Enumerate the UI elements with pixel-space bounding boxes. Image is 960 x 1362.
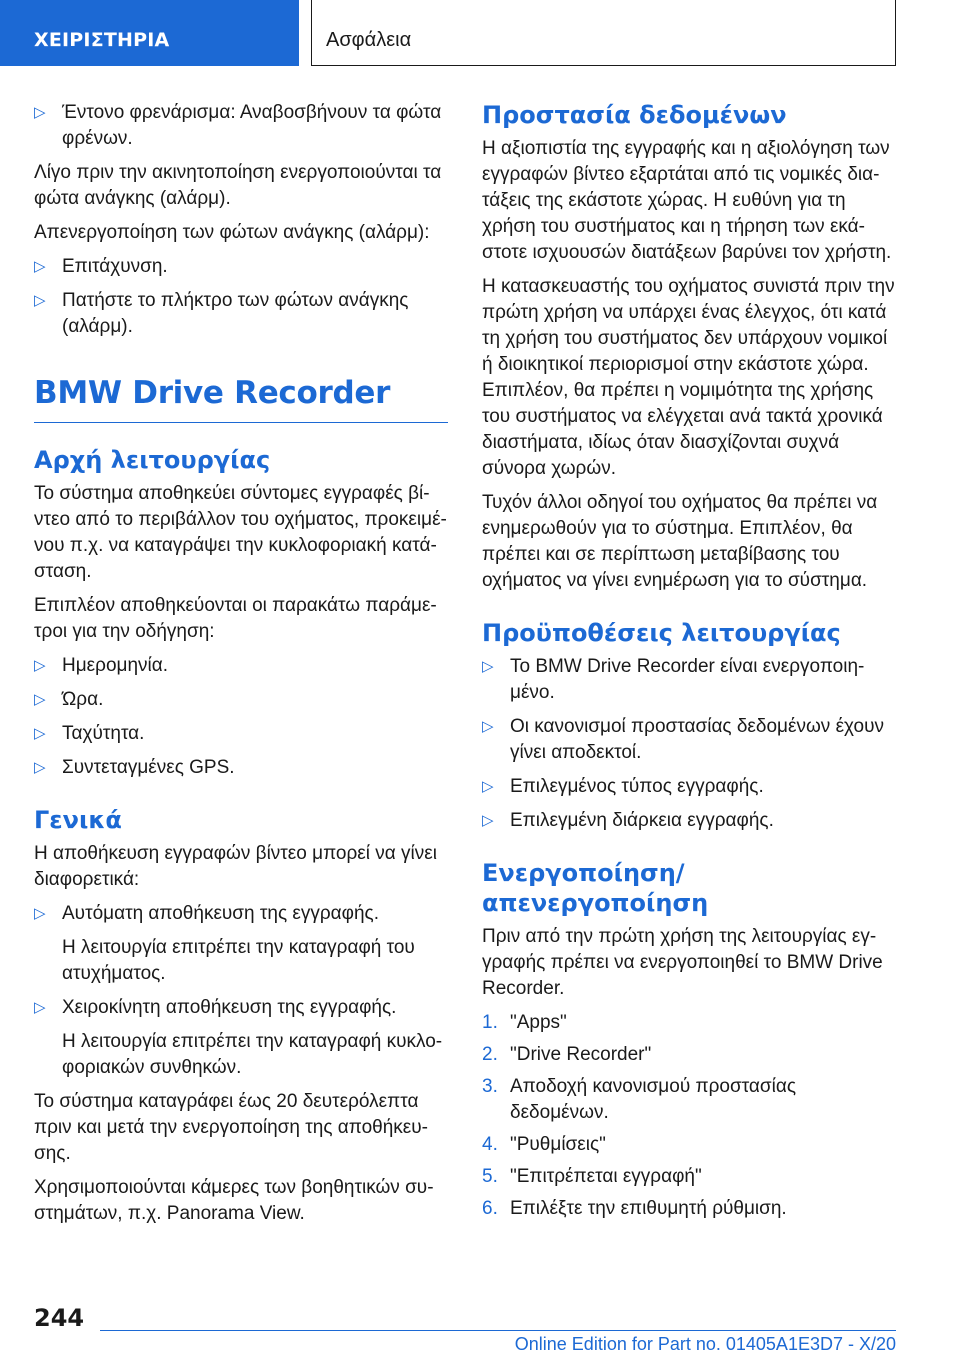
paragraph: Η αποθήκευση εγγραφών βίντεο μπορεί να γίνει διαφορετικά:	[34, 843, 437, 890]
chapter-tab: ΧΕΙΡΙΣΤΗΡΙΑ	[0, 0, 299, 66]
triangle-right-icon: ▷	[34, 759, 46, 776]
triangle-right-icon: ▷	[34, 691, 46, 708]
triangle-right-icon: ▷	[34, 905, 46, 922]
triangle-right-icon: ▷	[34, 657, 46, 674]
list-item: ▷ Πατήστε το πλήκτρο των φώτων ανάγκης (αλάρμ).	[34, 290, 409, 337]
page-number: 244	[34, 1304, 85, 1332]
step-item: 5. "Επιτρέπεται εγγραφή"	[482, 1164, 896, 1190]
step-number: 6.	[482, 1198, 498, 1219]
step-number: 1.	[482, 1012, 498, 1033]
step-number: 5.	[482, 1166, 498, 1187]
step-number: 2.	[482, 1044, 498, 1065]
right-column	[482, 100, 896, 1228]
list-item: ▷ Αυτόματη αποθήκευση της εγγραφής.	[34, 901, 448, 927]
heading-principle: Αρχή λειτουργίας	[34, 446, 271, 474]
main-title: BMW Drive Recorder	[34, 374, 448, 423]
list-item: ▷ Συντεταγμένες GPS.	[34, 755, 448, 781]
step-number: 4.	[482, 1134, 498, 1155]
left-column	[34, 100, 448, 1235]
list-item: ▷ Ταχύτητα.	[34, 721, 448, 747]
footer-edition: Online Edition for Part no. 01405A1E3D7 - X/20	[514, 1334, 896, 1354]
paragraph: Επιπλέον αποθηκεύονται οι παρακάτω παράμετροι για την οδήγηση:	[34, 595, 437, 642]
triangle-right-icon: ▷	[482, 658, 494, 675]
paragraph: Η κατασκευαστής του οχήματος συνιστά πριν την πρώτη χρήση να υπάρχει ένας έλεγχος, ότι κατά τη χρήση του συστήματος δεν υπάρχουν νομικοί ή διοικητικοί περιορισμοί στην εκάστοτε χώρα. Επιπλέον, θα πρέπει η νομιμότητα της χρήσης του συστήματος να ελέγχεται ανά τακτά χρονικά διαστήματα, ιδίως όταν διασχίζονται συχνά σύνορα χωρών.	[482, 276, 895, 479]
step-item: 6. Επιλέξτε την επιθυμητή ρύθμιση.	[482, 1196, 896, 1222]
triangle-right-icon: ▷	[34, 292, 46, 309]
step-item: 2. "Drive Recorder"	[482, 1042, 896, 1068]
step-item: 3. Αποδοχή κανονισμού προστασίας δεδομένων.	[482, 1076, 797, 1123]
sub-paragraph: Η λειτουργία επιτρέπει την καταγραφή του ατυχήματος.	[62, 937, 415, 984]
triangle-right-icon: ▷	[34, 104, 46, 121]
list-item: ▷ Έντονο φρενάρισμα: Αναβοσβήνουν τα φώτα φρένων.	[34, 102, 442, 149]
sub-paragraph: Η λειτουργία επιτρέπει την καταγραφή κυκλοφοριακών συνθηκών.	[62, 1031, 443, 1078]
step-item: 1. "Apps"	[482, 1010, 896, 1036]
step-number: 3.	[482, 1076, 498, 1097]
triangle-right-icon: ▷	[482, 778, 494, 795]
heading-privacy: Προστασία δεδομένων	[482, 101, 787, 129]
list-item: ▷ Ώρα.	[34, 687, 448, 713]
triangle-right-icon: ▷	[482, 812, 494, 829]
heading-activation: Ενεργοποίηση/απενεργοποίηση	[482, 859, 709, 917]
list-item: ▷ Επιτάχυνση.	[34, 254, 448, 280]
paragraph: Πριν από την πρώτη χρήση της λειτουργίας εγγραφής πρέπει να ενεργοποιηθεί το BMW Drive Recorder.	[482, 926, 883, 999]
paragraph: Η αξιοπιστία της εγγραφής και η αξιολόγηση των εγγραφών βίντεο εξαρτάται από τις νομικές διατάξεις της εκάστοτε χώρας. Η ευθύνη για τη χρήση του συστήματος και η τήρηση των εκάστοτε ισχυουσών διατάξεων βαρύνει τον χρήστη.	[482, 138, 892, 263]
paragraph: Λίγο πριν την ακινητοποίηση ενεργοποιούνται τα φώτα ανάγκης (αλάρμ).	[34, 162, 442, 209]
paragraph: Τυχόν άλλοι οδηγοί του οχήματος θα πρέπει να ενημερωθούν για το σύστημα. Επιπλέον, θα πρέπει και σε περίπτωση μεταβίβασης του οχήματος να γίνει ενημέρωση για το σύστημα.	[482, 492, 878, 591]
heading-general: Γενικά	[34, 806, 122, 834]
triangle-right-icon: ▷	[34, 258, 46, 275]
list-item: ▷ Επιλεγμένος τύπος εγγραφής.	[482, 774, 896, 800]
list-item: ▷ Ημερομηνία.	[34, 653, 448, 679]
footer-divider	[100, 1330, 896, 1331]
section-title: Ασφάλεια	[311, 0, 896, 66]
heading-prerequisites: Προϋποθέσεις λειτουργίας	[482, 619, 841, 647]
paragraph: Απενεργοποίηση των φώτων ανάγκης (αλάρμ):	[34, 222, 430, 243]
triangle-right-icon: ▷	[482, 718, 494, 735]
triangle-right-icon: ▷	[34, 725, 46, 742]
paragraph: Χρησιμοποιούνται κάμερες των βοηθητικών συστημάτων, π.χ. Panorama View.	[34, 1177, 434, 1224]
list-item: ▷ Οι κανονισμοί προστασίας δεδομένων έχουν γίνει αποδεκτοί.	[482, 716, 884, 763]
paragraph: Το σύστημα καταγράφει έως 20 δευτερόλεπτα πριν και μετά την ενεργοποίηση της αποθήκευσης.	[34, 1091, 428, 1164]
list-item: ▷ Το BMW Drive Recorder είναι ενεργοποιημένο.	[482, 656, 865, 703]
paragraph: Το σύστημα αποθηκεύει σύντομες εγγραφές βίντεο από το περιβάλλον του οχήματος, προκειμένου π.χ. να καταγράψει την κυκλοφοριακή κατάσταση.	[34, 483, 447, 582]
list-item: ▷ Χειροκίνητη αποθήκευση της εγγραφής.	[34, 995, 448, 1021]
triangle-right-icon: ▷	[34, 999, 46, 1016]
step-item: 4. "Ρυθμίσεις"	[482, 1132, 896, 1158]
list-item: ▷ Επιλεγμένη διάρκεια εγγραφής.	[482, 808, 896, 834]
